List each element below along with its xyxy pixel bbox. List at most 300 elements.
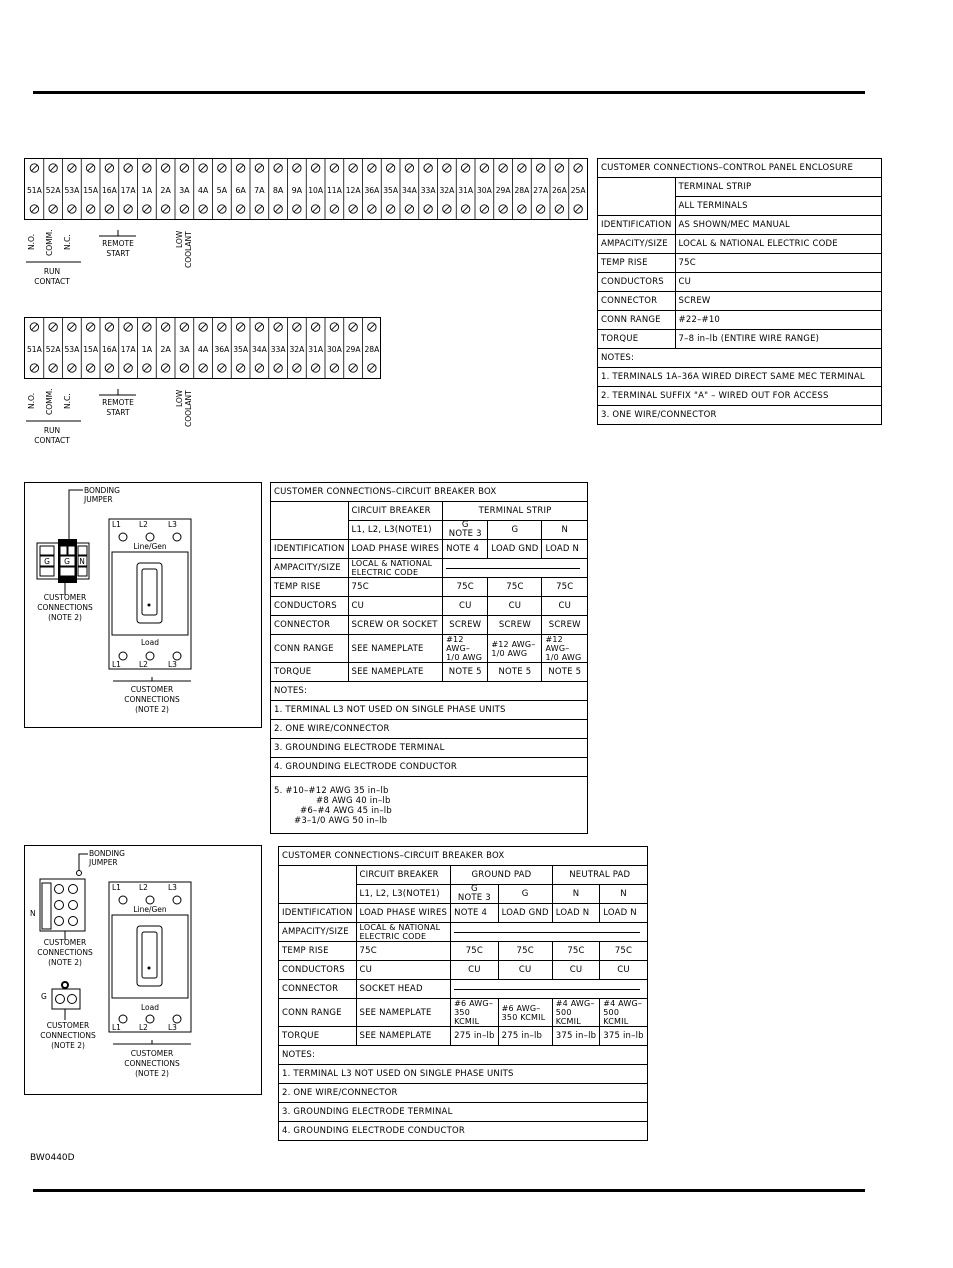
terminal-screw-slot bbox=[294, 206, 300, 212]
terminal-screw-slot bbox=[163, 324, 169, 330]
terminal-label: 3A bbox=[179, 186, 190, 195]
terminal-screw-slot bbox=[257, 165, 263, 171]
cb2-cell: CU bbox=[451, 961, 498, 980]
cb2-note: 2. ONE WIRE/CONNECTOR bbox=[279, 1084, 648, 1103]
cb1-note: 1. TERMINAL L3 NOT USED ON SINGLE PHASE UNITS bbox=[271, 701, 588, 720]
cb1-cell: CU bbox=[348, 597, 443, 616]
terminal-screw-slot bbox=[219, 365, 225, 371]
terminal-screw-slot bbox=[219, 206, 225, 212]
cb1-blank bbox=[271, 502, 349, 540]
gn-label: G bbox=[64, 557, 70, 566]
terminal-screw-slot bbox=[238, 324, 244, 330]
cb1-title: CUSTOMER CONNECTIONS–CIRCUIT BREAKER BOX bbox=[271, 483, 588, 502]
terminal-label: 32A bbox=[439, 186, 455, 195]
terminal-label: 36A bbox=[214, 345, 230, 354]
terminal-screw-slot bbox=[125, 206, 131, 212]
cb1-cell: #12 AWG– 1/0 AWG bbox=[542, 635, 588, 663]
l1-top-label: L1 bbox=[112, 520, 121, 529]
terminal-screw bbox=[40, 546, 54, 555]
cb2-cell: #4 AWG– 500 KCMIL bbox=[552, 999, 599, 1027]
terminal-screw-slot bbox=[332, 206, 338, 212]
cb2-cell: SOCKET HEAD bbox=[356, 980, 451, 999]
terminal-label: 34A bbox=[251, 345, 267, 354]
terminal-screw-slot bbox=[144, 206, 150, 212]
customer-label: CUSTOMER bbox=[46, 1021, 90, 1030]
terminal-screw-slot bbox=[557, 165, 563, 171]
terminal-label: 9A bbox=[291, 186, 303, 195]
terminal-screw-slot bbox=[50, 324, 56, 330]
connections-label: CONNECTIONS bbox=[37, 948, 93, 957]
cb2-row-label: CONDUCTORS bbox=[279, 961, 357, 980]
terminal-screw-slot bbox=[275, 165, 281, 171]
cb2-note: 4. GROUNDING ELECTRODE CONDUCTOR bbox=[279, 1122, 648, 1141]
terminal-label: 33A bbox=[270, 345, 286, 354]
terminal-screw-slot bbox=[88, 365, 94, 371]
cb2-row-label: TEMP RISE bbox=[279, 942, 357, 961]
terminal-label: 52A bbox=[45, 186, 61, 195]
cb2-row-label: IDENTIFICATION bbox=[279, 904, 357, 923]
l3-top-label: L3 bbox=[168, 520, 177, 529]
terminal-screw-slot bbox=[182, 165, 188, 171]
cb2-cell: CU bbox=[600, 961, 647, 980]
terminal-strip-2 bbox=[24, 317, 384, 449]
cb1-row-label: TORQUE bbox=[271, 663, 349, 682]
terminal-label: 1A bbox=[141, 186, 153, 195]
control-row-label: CONN RANGE bbox=[598, 311, 676, 330]
cb2-cell: NOTE 4 bbox=[451, 904, 498, 923]
cb1-header-l: L1, L2, L3(NOTE1) bbox=[348, 521, 443, 540]
cb1-header-g1a: G bbox=[461, 520, 469, 530]
terminal-screw-slot bbox=[257, 365, 263, 371]
terminal-screw-slot bbox=[332, 365, 338, 371]
cb1-note5-line: #6–#4 AWG 45 in–lb bbox=[300, 806, 392, 816]
bottom-rule bbox=[33, 1189, 865, 1192]
connections-label: CONNECTIONS bbox=[37, 603, 93, 612]
l3-bottom-label: L3 bbox=[168, 660, 177, 669]
l2-bottom-label: L2 bbox=[139, 660, 148, 669]
terminal-screw-slot bbox=[313, 165, 319, 171]
terminal-label: 29A bbox=[495, 186, 511, 195]
terminal-label: 2A bbox=[160, 345, 171, 354]
terminal-screw-slot bbox=[350, 324, 356, 330]
terminal-screw-slot bbox=[294, 165, 300, 171]
n-label: N bbox=[30, 909, 36, 918]
terminal-screw-slot bbox=[88, 165, 94, 171]
cb2-header-n1: N bbox=[552, 885, 599, 904]
cb2-cell: 275 in–lb bbox=[451, 1027, 498, 1046]
cb1-cell: 75C bbox=[443, 578, 488, 597]
note-label: (NOTE 2) bbox=[48, 958, 82, 967]
breaker-handle-dot bbox=[148, 967, 151, 970]
strip-2-contact-label: CONTACT bbox=[34, 436, 70, 445]
cb1-notes-label: NOTES: bbox=[271, 682, 588, 701]
cb1-note: 4. GROUNDING ELECTRODE CONDUCTOR bbox=[271, 758, 588, 777]
line-gen-label: Line/Gen bbox=[133, 905, 167, 914]
cb1-cell: SCREW OR SOCKET bbox=[348, 616, 443, 635]
cb1-cell: NOTE 5 bbox=[542, 663, 588, 682]
cb1-cell: LOAD GND bbox=[488, 540, 542, 559]
cb2-header-n2: N bbox=[600, 885, 647, 904]
top-rule bbox=[33, 91, 865, 94]
terminal-screw-slot bbox=[32, 165, 38, 171]
cb1-cell: CU bbox=[542, 597, 588, 616]
cb2-cell: 75C bbox=[356, 942, 451, 961]
cb2-cell: 75C bbox=[552, 942, 599, 961]
cb1-cell: CU bbox=[488, 597, 542, 616]
terminal-screw-slot bbox=[144, 324, 150, 330]
cb2-header-g2: G bbox=[498, 885, 552, 904]
terminal-label: 10A bbox=[308, 186, 324, 195]
terminal-screw-slot bbox=[32, 206, 38, 212]
terminal-screw-slot bbox=[238, 206, 244, 212]
terminal-screw-slot bbox=[182, 365, 188, 371]
cb2-header-g1b: NOTE 3 bbox=[457, 893, 491, 903]
terminal-label: 52A bbox=[45, 345, 61, 354]
terminal-label: 32A bbox=[289, 345, 305, 354]
terminal-screw-slot bbox=[163, 365, 169, 371]
cb1-note5-line: #3–1/0 AWG 50 in–lb bbox=[294, 816, 388, 826]
terminal-label: 28A bbox=[364, 345, 380, 354]
breaker-handle-dot bbox=[148, 604, 151, 607]
cb1-cell: 75C bbox=[348, 578, 443, 597]
cb2-cell: LOAD N bbox=[600, 904, 647, 923]
control-row-value: SCREW bbox=[675, 292, 881, 311]
strip-1-coolant-label: COOLANT bbox=[184, 231, 193, 268]
note-label: (NOTE 2) bbox=[135, 1069, 169, 1078]
note-label: (NOTE 2) bbox=[48, 613, 82, 622]
cb2-cell: CU bbox=[356, 961, 451, 980]
terminal-screw-slot bbox=[144, 365, 150, 371]
terminal-screw-slot bbox=[332, 165, 338, 171]
cb2-row-label: CONNECTOR bbox=[279, 980, 357, 999]
cb1-cell: #12 AWG– 1/0 AWG bbox=[488, 635, 542, 663]
breaker-handle bbox=[142, 569, 157, 615]
drawing-code: BW0440D bbox=[30, 1153, 75, 1163]
bonding-label: BONDING bbox=[84, 486, 120, 495]
customer-label: CUSTOMER bbox=[130, 1049, 174, 1058]
cb1-row-label: IDENTIFICATION bbox=[271, 540, 349, 559]
cb1-cell: SCREW bbox=[542, 616, 588, 635]
strip-1-no-label: N.O. bbox=[27, 234, 36, 250]
note-label: (NOTE 2) bbox=[51, 1041, 85, 1050]
control-table-header1: TERMINAL STRIP bbox=[675, 178, 881, 197]
strip-2-coolant-label: COOLANT bbox=[184, 390, 193, 427]
l1-bottom-label: L1 bbox=[112, 1023, 121, 1032]
cb2-cell: 75C bbox=[498, 942, 552, 961]
line-gen-label: Line/Gen bbox=[133, 542, 167, 551]
cb2-cell: LOCAL & NATIONAL ELECTRIC CODE bbox=[356, 923, 451, 942]
terminal-screw-slot bbox=[294, 365, 300, 371]
terminal-label: 31A bbox=[458, 186, 474, 195]
terminal-screw-slot bbox=[425, 165, 431, 171]
cb2-cell: #6 AWG– 350 KCMIL bbox=[451, 999, 498, 1027]
strip-2-comm-label: COMM. bbox=[45, 388, 54, 415]
terminal-label: 15A bbox=[83, 186, 99, 195]
terminal-screw-slot bbox=[275, 206, 281, 212]
terminal-screw-slot bbox=[313, 365, 319, 371]
strip-2-nc-label: N.C. bbox=[63, 393, 72, 409]
terminal-label: 35A bbox=[383, 186, 399, 195]
terminal-screw bbox=[78, 546, 87, 555]
cb1-cell: LOCAL & NATIONAL ELECTRIC CODE bbox=[348, 559, 443, 578]
cb1-note5-line: #8 AWG 40 in–lb bbox=[316, 796, 391, 806]
cb2-notes-label: NOTES: bbox=[279, 1046, 648, 1065]
strip-2-remote-label: REMOTE bbox=[102, 398, 134, 407]
cb1-cell: SEE NAMEPLATE bbox=[348, 635, 443, 663]
terminal-label: 8A bbox=[272, 186, 284, 195]
l1-bottom-label: L1 bbox=[112, 660, 121, 669]
cb1-header-g2: G bbox=[488, 521, 542, 540]
terminal-screw-slot bbox=[50, 365, 56, 371]
terminal-label: 17A bbox=[120, 186, 136, 195]
l1-top-label: L1 bbox=[112, 883, 121, 892]
n-label: N bbox=[79, 557, 85, 566]
customer-label: CUSTOMER bbox=[130, 685, 174, 694]
terminal-screw-slot bbox=[182, 324, 188, 330]
cb2-cell: LOAD PHASE WIRES bbox=[356, 904, 451, 923]
terminal-screw-slot bbox=[257, 324, 263, 330]
l2-bottom-label: L2 bbox=[139, 1023, 148, 1032]
cb2-cell: CU bbox=[498, 961, 552, 980]
cb2-cell: LOAD GND bbox=[498, 904, 552, 923]
terminal-label: 1A bbox=[141, 345, 153, 354]
terminal-screw-slot bbox=[275, 365, 281, 371]
cb1-arrow-line bbox=[446, 568, 580, 569]
terminal-screw-slot bbox=[500, 206, 506, 212]
terminal-screw bbox=[78, 567, 87, 576]
cb2-cell: 75C bbox=[600, 942, 647, 961]
circuit-breaker-table-2 bbox=[278, 846, 648, 1141]
terminal-label: 15A bbox=[83, 345, 99, 354]
cb1-row-label: AMPACITY/SIZE bbox=[271, 559, 349, 578]
terminal-screw-slot bbox=[69, 324, 75, 330]
terminal-screw-slot bbox=[144, 165, 150, 171]
terminal-screw-slot bbox=[519, 165, 525, 171]
terminal-screw-slot bbox=[200, 206, 206, 212]
cb2-cell: 75C bbox=[451, 942, 498, 961]
terminal-label: 11A bbox=[326, 186, 342, 195]
connections-label: CONNECTIONS bbox=[124, 1059, 180, 1068]
terminal-label: 35A bbox=[233, 345, 249, 354]
terminal-screw-slot bbox=[388, 165, 394, 171]
terminal-screw-slot bbox=[69, 165, 75, 171]
terminal-screw-slot bbox=[163, 165, 169, 171]
terminal-label: 3A bbox=[179, 345, 190, 354]
jumper-label: JUMPER bbox=[89, 858, 118, 867]
cb1-cell: SCREW bbox=[488, 616, 542, 635]
terminal-screw-slot bbox=[463, 206, 469, 212]
terminal-label: 17A bbox=[120, 345, 136, 354]
strip-1-remote-label: REMOTE bbox=[102, 239, 134, 248]
control-row-label: TEMP RISE bbox=[598, 254, 676, 273]
cb1-note: 2. ONE WIRE/CONNECTOR bbox=[271, 720, 588, 739]
cb1-cell: #12 AWG– 1/0 AWG bbox=[443, 635, 488, 663]
cb1-cell: NOTE 5 bbox=[488, 663, 542, 682]
terminal-screw-slot bbox=[32, 324, 38, 330]
control-row-label: AMPACITY/SIZE bbox=[598, 235, 676, 254]
terminal-label: 6A bbox=[235, 186, 246, 195]
terminal-label: 53A bbox=[64, 186, 80, 195]
terminal-label: 16A bbox=[101, 345, 117, 354]
terminal-screw-slot bbox=[32, 365, 38, 371]
cb1-row-label: CONN RANGE bbox=[271, 635, 349, 663]
cb2-header-cb: CIRCUIT BREAKER bbox=[356, 866, 451, 885]
cb2-cell: SEE NAMEPLATE bbox=[356, 999, 451, 1027]
terminal-screw-slot bbox=[482, 206, 488, 212]
terminal-screw-slot bbox=[107, 206, 113, 212]
control-table-header2: ALL TERMINALS bbox=[675, 197, 881, 216]
terminal-screw bbox=[60, 546, 67, 555]
terminal-screw-slot bbox=[219, 165, 225, 171]
cb1-cell: 75C bbox=[488, 578, 542, 597]
terminal-screw-slot bbox=[519, 206, 525, 212]
cb2-cell: 275 in–lb bbox=[498, 1027, 552, 1046]
terminal-screw-slot bbox=[257, 206, 263, 212]
g-label: G bbox=[41, 992, 47, 1001]
cb2-row-label: CONN RANGE bbox=[279, 999, 357, 1027]
cb1-cell: 75C bbox=[542, 578, 588, 597]
terminal-screw-slot bbox=[444, 165, 450, 171]
control-row-label: CONNECTOR bbox=[598, 292, 676, 311]
terminal-screw-slot bbox=[182, 206, 188, 212]
control-row-value: #22–#10 bbox=[675, 311, 881, 330]
control-table-blank bbox=[598, 178, 676, 216]
cb1-cell: NOTE 4 bbox=[443, 540, 488, 559]
terminal-screw-slot bbox=[575, 165, 581, 171]
terminal-screw-slot bbox=[125, 365, 131, 371]
terminal-label: 16A bbox=[101, 186, 117, 195]
terminal-screw-slot bbox=[369, 165, 375, 171]
terminal-label: 30A bbox=[326, 345, 342, 354]
cb2-arrow-line bbox=[454, 989, 640, 990]
g-label: G bbox=[44, 557, 50, 566]
cb1-note5-line: 5. #10–#12 AWG 35 in–lb bbox=[274, 786, 389, 796]
terminal-screw bbox=[68, 546, 75, 555]
bonding-leader bbox=[69, 490, 83, 543]
terminal-screw-slot bbox=[107, 324, 113, 330]
terminal-screw-slot bbox=[163, 206, 169, 212]
terminal-screw-slot bbox=[425, 206, 431, 212]
cb2-header-g1a: G bbox=[470, 884, 478, 894]
terminal-screw-slot bbox=[444, 206, 450, 212]
terminal-screw-slot bbox=[350, 206, 356, 212]
control-note: 3. ONE WIRE/CONNECTOR bbox=[598, 406, 882, 425]
strip-2-run-label: RUN bbox=[43, 426, 61, 435]
terminal-screw-slot bbox=[350, 365, 356, 371]
cb1-cell: NOTE 5 bbox=[443, 663, 488, 682]
terminal-screw-slot bbox=[369, 324, 375, 330]
connections-label: CONNECTIONS bbox=[40, 1031, 96, 1040]
cb2-header-g1 bbox=[451, 885, 498, 904]
terminal-screw-slot bbox=[125, 165, 131, 171]
terminal-screw-slot bbox=[557, 206, 563, 212]
terminal-screw-slot bbox=[107, 165, 113, 171]
strip-1-low-label: LOW bbox=[175, 230, 184, 248]
control-row-label: IDENTIFICATION bbox=[598, 216, 676, 235]
bonding-label: BONDING bbox=[89, 849, 125, 858]
terminal-screw-slot bbox=[388, 206, 394, 212]
terminal-screw-slot bbox=[125, 324, 131, 330]
terminal-strip-1 bbox=[24, 158, 590, 290]
cb1-note5 bbox=[271, 777, 588, 834]
cb2-title: CUSTOMER CONNECTIONS–CIRCUIT BREAKER BOX bbox=[279, 847, 648, 866]
control-row-value: CU bbox=[675, 273, 881, 292]
load-label: Load bbox=[141, 638, 159, 647]
jumper-label: JUMPER bbox=[84, 495, 113, 504]
breaker-diagram-2 bbox=[24, 845, 262, 1095]
terminal-screw-slot bbox=[219, 324, 225, 330]
cb1-row-label: CONNECTOR bbox=[271, 616, 349, 635]
customer-label: CUSTOMER bbox=[43, 593, 87, 602]
control-note: 1. TERMINALS 1A–36A WIRED DIRECT SAME MEC TERMINAL bbox=[598, 368, 882, 387]
cb1-row-label: TEMP RISE bbox=[271, 578, 349, 597]
terminal-screw-slot bbox=[69, 206, 75, 212]
cb2-cell: SEE NAMEPLATE bbox=[356, 1027, 451, 1046]
l3-bottom-label: L3 bbox=[168, 1023, 177, 1032]
circuit-breaker-table-1 bbox=[270, 482, 588, 834]
cb1-ampacity-arrow bbox=[443, 559, 588, 578]
terminal-screw-slot bbox=[463, 165, 469, 171]
control-row-value: 7–8 in–lb (ENTIRE WIRE RANGE) bbox=[675, 330, 881, 349]
control-row-label: CONDUCTORS bbox=[598, 273, 676, 292]
cb1-row-label: CONDUCTORS bbox=[271, 597, 349, 616]
strip-1-run-label: RUN bbox=[43, 267, 61, 276]
terminal-screw-slot bbox=[538, 206, 544, 212]
customer-label: CUSTOMER bbox=[43, 938, 87, 947]
terminal-screw-slot bbox=[88, 324, 94, 330]
cb2-header-l: L1, L2, L3(NOTE1) bbox=[356, 885, 451, 904]
cb2-arrow-line bbox=[454, 932, 640, 933]
terminal-label: 29A bbox=[345, 345, 361, 354]
strip-2-no-label: N.O. bbox=[27, 393, 36, 409]
control-panel-table bbox=[597, 158, 882, 425]
terminal-screw-slot bbox=[350, 165, 356, 171]
terminal-screw-slot bbox=[107, 365, 113, 371]
terminal-screw-slot bbox=[313, 324, 319, 330]
terminal-screw-slot bbox=[407, 206, 413, 212]
cb1-cell: CU bbox=[443, 597, 488, 616]
terminal-label: 26A bbox=[551, 186, 567, 195]
cb2-note: 1. TERMINAL L3 NOT USED ON SINGLE PHASE UNITS bbox=[279, 1065, 648, 1084]
cb2-cell: CU bbox=[552, 961, 599, 980]
cb2-ampacity-arrow bbox=[451, 923, 648, 942]
terminal-screw-slot bbox=[200, 324, 206, 330]
strip-1-start-label: START bbox=[106, 249, 130, 258]
terminal-screw-slot bbox=[500, 165, 506, 171]
control-row-value: 75C bbox=[675, 254, 881, 273]
terminal-screw-slot bbox=[50, 165, 56, 171]
control-notes-label: NOTES: bbox=[598, 349, 882, 368]
terminal-label: 25A bbox=[570, 186, 586, 195]
terminal-screw-slot bbox=[275, 324, 281, 330]
terminal-label: 33A bbox=[420, 186, 436, 195]
terminal-screw-slot bbox=[50, 206, 56, 212]
cb2-row-label: TORQUE bbox=[279, 1027, 357, 1046]
terminal-label: 5A bbox=[216, 186, 228, 195]
strip-1-comm-label: COMM. bbox=[45, 229, 54, 256]
strip-2-start-label: START bbox=[106, 408, 130, 417]
terminal-screw-slot bbox=[538, 165, 544, 171]
cb2-header-np: NEUTRAL PAD bbox=[552, 866, 647, 885]
terminal-label: 12A bbox=[345, 186, 361, 195]
ground-jumper-pin bbox=[62, 982, 68, 988]
ground-block bbox=[52, 989, 80, 1009]
note-label: (NOTE 2) bbox=[135, 705, 169, 714]
terminal-screw-slot bbox=[369, 206, 375, 212]
cb2-connector-arrow bbox=[451, 980, 648, 999]
cb1-header-cb: CIRCUIT BREAKER bbox=[348, 502, 443, 521]
breaker-handle bbox=[142, 932, 157, 978]
